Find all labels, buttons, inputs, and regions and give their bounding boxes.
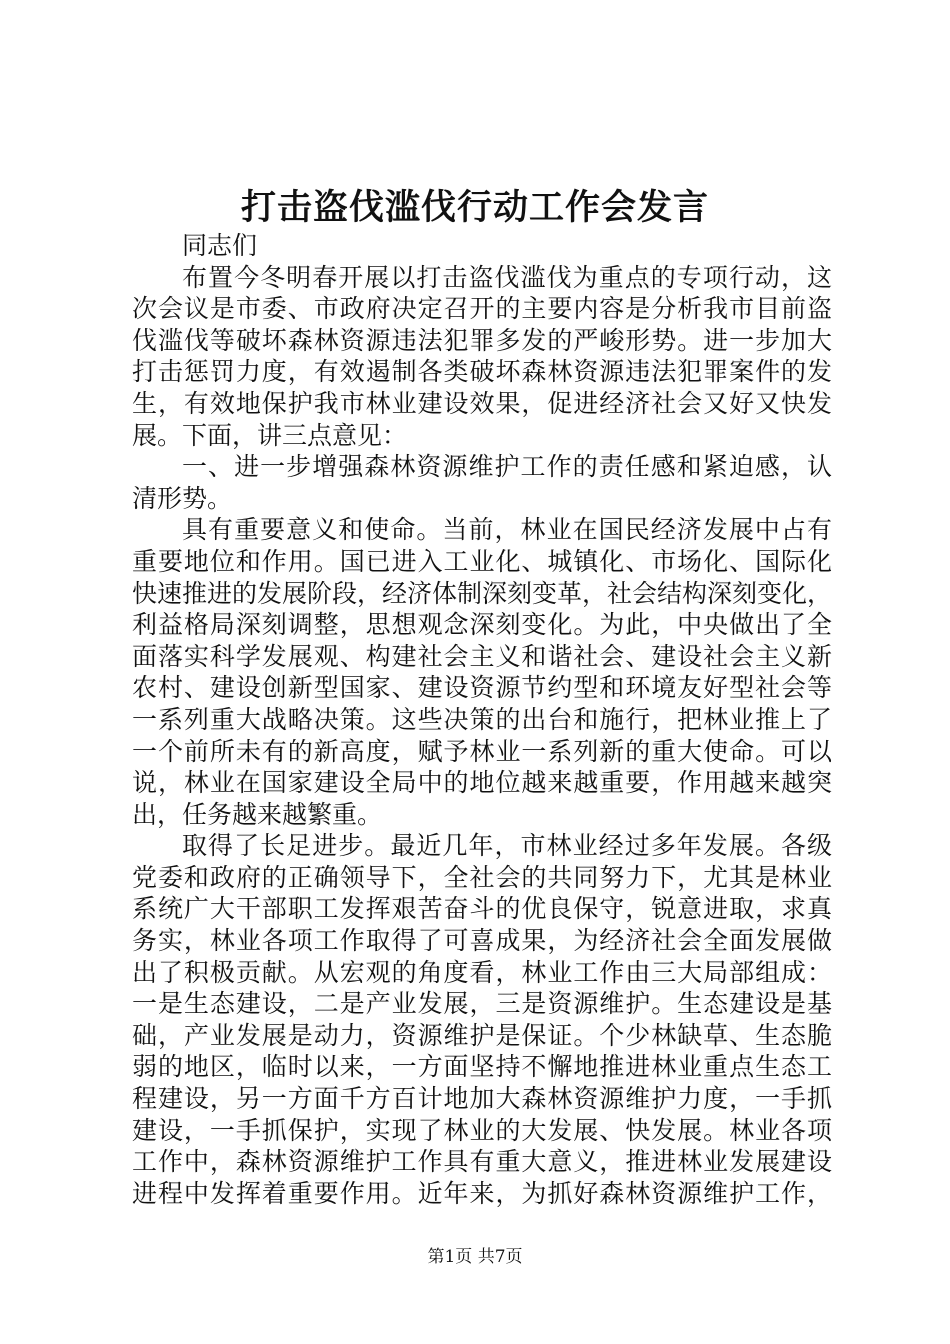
text-line: 生，有效地保护我市林业建设效果，促进经济社会又好又快发 [132, 388, 832, 418]
text-line: 建设，一手抓保护，实现了林业的大发展、快发展。林业各项 [132, 1115, 832, 1145]
text-line: 一是生态建设，二是产业发展，三是资源维护。生态建设是基 [132, 989, 832, 1019]
text-line: 务实，林业各项工作取得了可喜成果，为经济社会全面发展做 [132, 926, 832, 956]
text-line: 具有重要意义和使命。当前，林业在国民经济发展中占有 [182, 515, 832, 545]
document-body [132, 230, 832, 1209]
text-line: 出了积极贡献。从宏观的角度看，林业工作由三大局部组成： [132, 957, 832, 987]
document-title: 打击盗伐滥伐行动工作会发言 [240, 187, 709, 228]
text-line: 农村、建设创新型国家、建设资源节约型和环境友好型社会等 [132, 673, 832, 703]
text-line: 进程中发挥着重要作用。近年来，为抓好森林资源维护工作， [132, 1178, 832, 1208]
page-footer: 第1页 共7页 [427, 1247, 523, 1267]
text-line: 次会议是市委、市政府决定召开的主要内容是分析我市目前盗 [132, 294, 832, 324]
text-line: 快速推进的发展阶段，经济体制深刻变革，社会结构深刻变化， [132, 578, 832, 608]
text-line: 党委和政府的正确领导下，全社会的共同努力下，尤其是林业 [132, 862, 832, 892]
text-line: 说，林业在国家建设全局中的地位越来越重要，作用越来越突 [132, 768, 832, 798]
text-line: 弱的地区，临时以来，一方面坚持不懈地推进林业重点生态工 [132, 1052, 832, 1082]
text-line: 一、进一步增强森林资源维护工作的责任感和紧迫感，认 [182, 452, 832, 482]
text-line: 重要地位和作用。国已进入工业化、城镇化、市场化、国际化 [132, 546, 832, 576]
text-line: 系统广大干部职工发挥艰苦奋斗的优良保守，锐意进取，求真 [132, 894, 832, 924]
text-line: 布置今冬明春开展以打击盗伐滥伐为重点的专项行动，这 [182, 262, 832, 292]
text-line: 清形势。 [132, 483, 233, 513]
text-line: 一个前所未有的新高度，赋予林业一系列新的重大使命。可以 [132, 736, 832, 766]
text-line: 同志们 [182, 231, 258, 260]
text-line: 展。下面，讲三点意见： [132, 420, 408, 450]
text-line: 一系列重大战略决策。这些决策的出台和施行，把林业推上了 [132, 704, 832, 734]
text-line: 工作中，森林资源维护工作具有重大意义，推进林业发展建设 [132, 1147, 832, 1177]
text-line: 打击惩罚力度，有效遏制各类破坏森林资源违法犯罪案件的发 [132, 357, 832, 387]
text-line: 利益格局深刻调整，思想观念深刻变化。为此，中央做出了全 [132, 610, 832, 640]
text-line: 面落实科学发展观、构建社会主义和谐社会、建设社会主义新 [132, 641, 832, 671]
text-line: 伐滥伐等破坏森林资源违法犯罪多发的严峻形势。进一步加大 [132, 325, 832, 355]
text-line: 程建设，另一方面千方百计地加大森林资源维护力度，一手抓 [132, 1084, 832, 1114]
text-line: 取得了长足进步。最近几年，市林业经过多年发展。各级 [182, 831, 832, 861]
text-line: 出，任务越来越繁重。 [132, 799, 383, 829]
text-line: 础，产业发展是动力，资源维护是保证。个少林缺草、生态脆 [132, 1020, 832, 1050]
